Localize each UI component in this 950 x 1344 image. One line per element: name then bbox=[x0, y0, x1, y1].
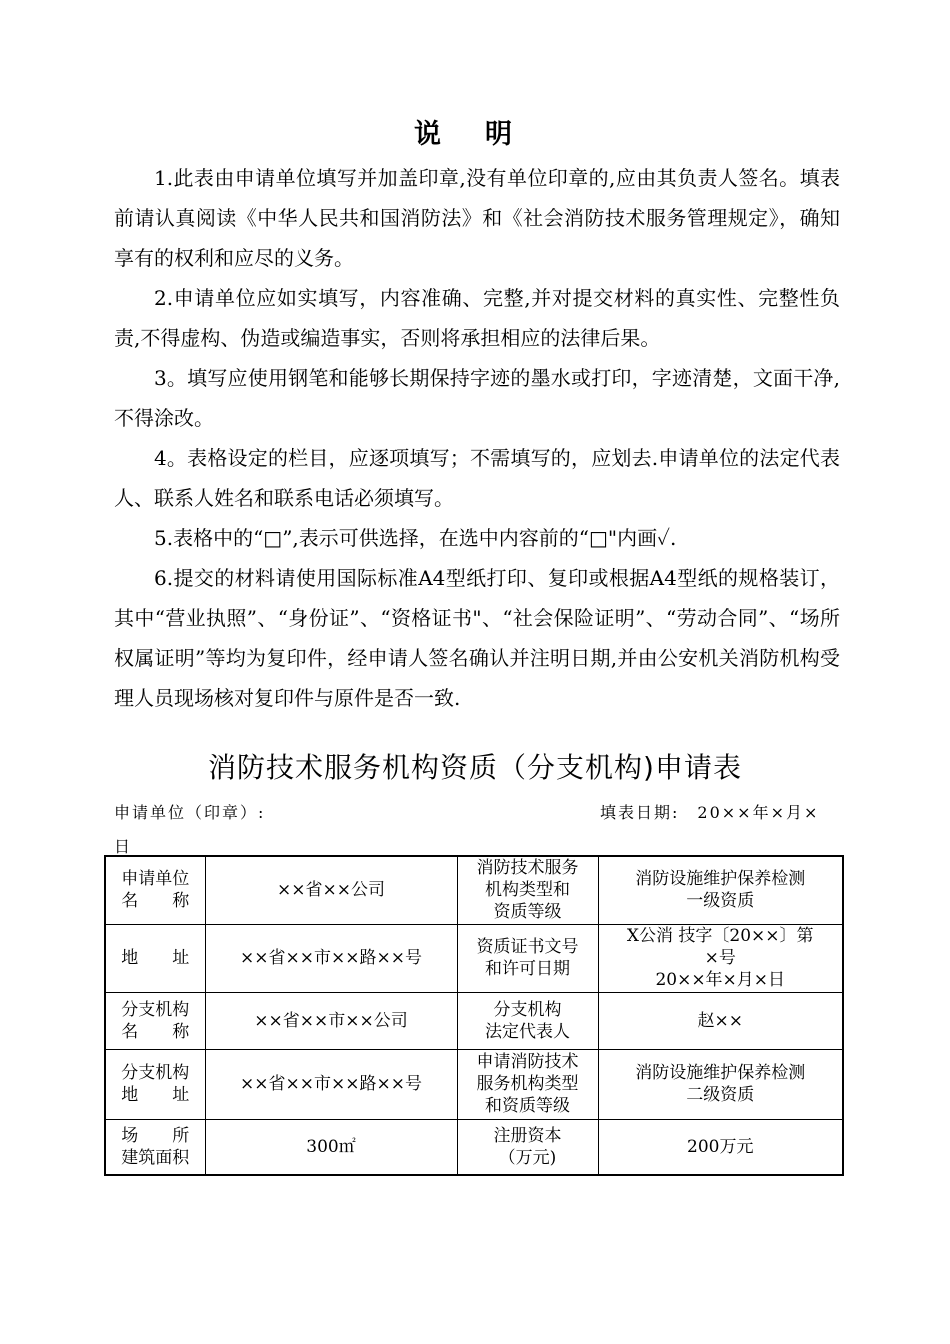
applicant-seal-label: 申请单位（印章）: bbox=[114, 803, 266, 822]
instructions-heading: 说明 bbox=[414, 119, 556, 150]
row-label: 分支机构 地 址 bbox=[105, 1049, 205, 1119]
row-label: 申请单位 名 称 bbox=[105, 856, 205, 924]
row-label: 注册资本 （万元) bbox=[457, 1119, 598, 1175]
fill-date-day: 日 bbox=[114, 837, 131, 856]
instruction-item-2: 2.申请单位应如实填写，内容准确、完整,并对提交材料的真实性、完整性负责,不得虚构、伪造或编造事实，否则将承担相应的法律后果。 bbox=[114, 286, 840, 350]
row-value: 赵×× bbox=[598, 992, 843, 1049]
table-row bbox=[105, 924, 843, 992]
row-label: 申请消防技术 服务机构类型 和资质等级 bbox=[457, 1049, 598, 1119]
row-value: 消防设施维护保养检测 一级资质 bbox=[598, 856, 843, 924]
form-title: 消防技术服务机构资质（分支机构)申请表 bbox=[208, 751, 742, 784]
row-label: 分支机构 名 称 bbox=[105, 992, 205, 1049]
application-table bbox=[104, 855, 844, 1176]
instruction-item-3: 3。填写应使用钢笔和能够长期保持字迹的墨水或打印，字迹清楚，文面干净,不得涂改。 bbox=[114, 366, 840, 430]
table-row bbox=[105, 1119, 843, 1175]
instruction-item-4: 4。表格设定的栏目，应逐项填写；不需填写的，应划去.申请单位的法定代表人、联系人姓名和联系电话必须填写。 bbox=[114, 446, 840, 510]
row-value: 200万元 bbox=[598, 1119, 843, 1175]
row-value: 300㎡ bbox=[205, 1119, 457, 1175]
instruction-item-1: 1.此表由申请单位填写并加盖印章,没有单位印章的,应由其负责人签名。填表前请认真阅读《中华人民共和国消防法》和《社会消防技术服务管理规定》，确知享有的权利和应尽的义务。 bbox=[114, 166, 840, 270]
instruction-item-6: 6.提交的材料请使用国际标准A4型纸打印、复印或根据A4型纸的规格装订，其中“营业执照”、“身份证”、“资格证书"、“社会保险证明”、“劳动合同”、“场所权属证明”等均为复印件，经申请人签名确认并注明日期,并由公安机关消防机构受理人员现场核对复印件与原件是否一致. bbox=[114, 566, 840, 710]
row-label: 分支机构 法定代表人 bbox=[457, 992, 598, 1049]
row-label: 消防技术服务 机构类型和 资质等级 bbox=[457, 856, 598, 924]
row-label: 场 所 建筑面积 bbox=[105, 1119, 205, 1175]
row-label: 地 址 bbox=[105, 924, 205, 992]
table-row bbox=[105, 856, 843, 924]
instructions-body bbox=[114, 158, 840, 718]
row-label: 资质证书文号 和许可日期 bbox=[457, 924, 598, 992]
instruction-item-5: 5.表格中的“□”,表示可供选择，在选中内容前的“□"内画✓. bbox=[154, 526, 677, 550]
row-value: 消防设施维护保养检测 二级资质 bbox=[598, 1049, 843, 1119]
row-value: X公消 技字〔20××〕第 ×号 20××年×月×日 bbox=[598, 924, 843, 992]
table-row bbox=[105, 1049, 843, 1119]
table-row bbox=[105, 992, 843, 1049]
row-value: ××省××市××路××号 bbox=[205, 1049, 457, 1119]
fill-date-label: 填表日期: 20××年×月× bbox=[600, 803, 820, 822]
row-value: ××省××公司 bbox=[205, 856, 457, 924]
row-value: ××省××市××路××号 bbox=[205, 924, 457, 992]
row-value: ××省××市××公司 bbox=[205, 992, 457, 1049]
